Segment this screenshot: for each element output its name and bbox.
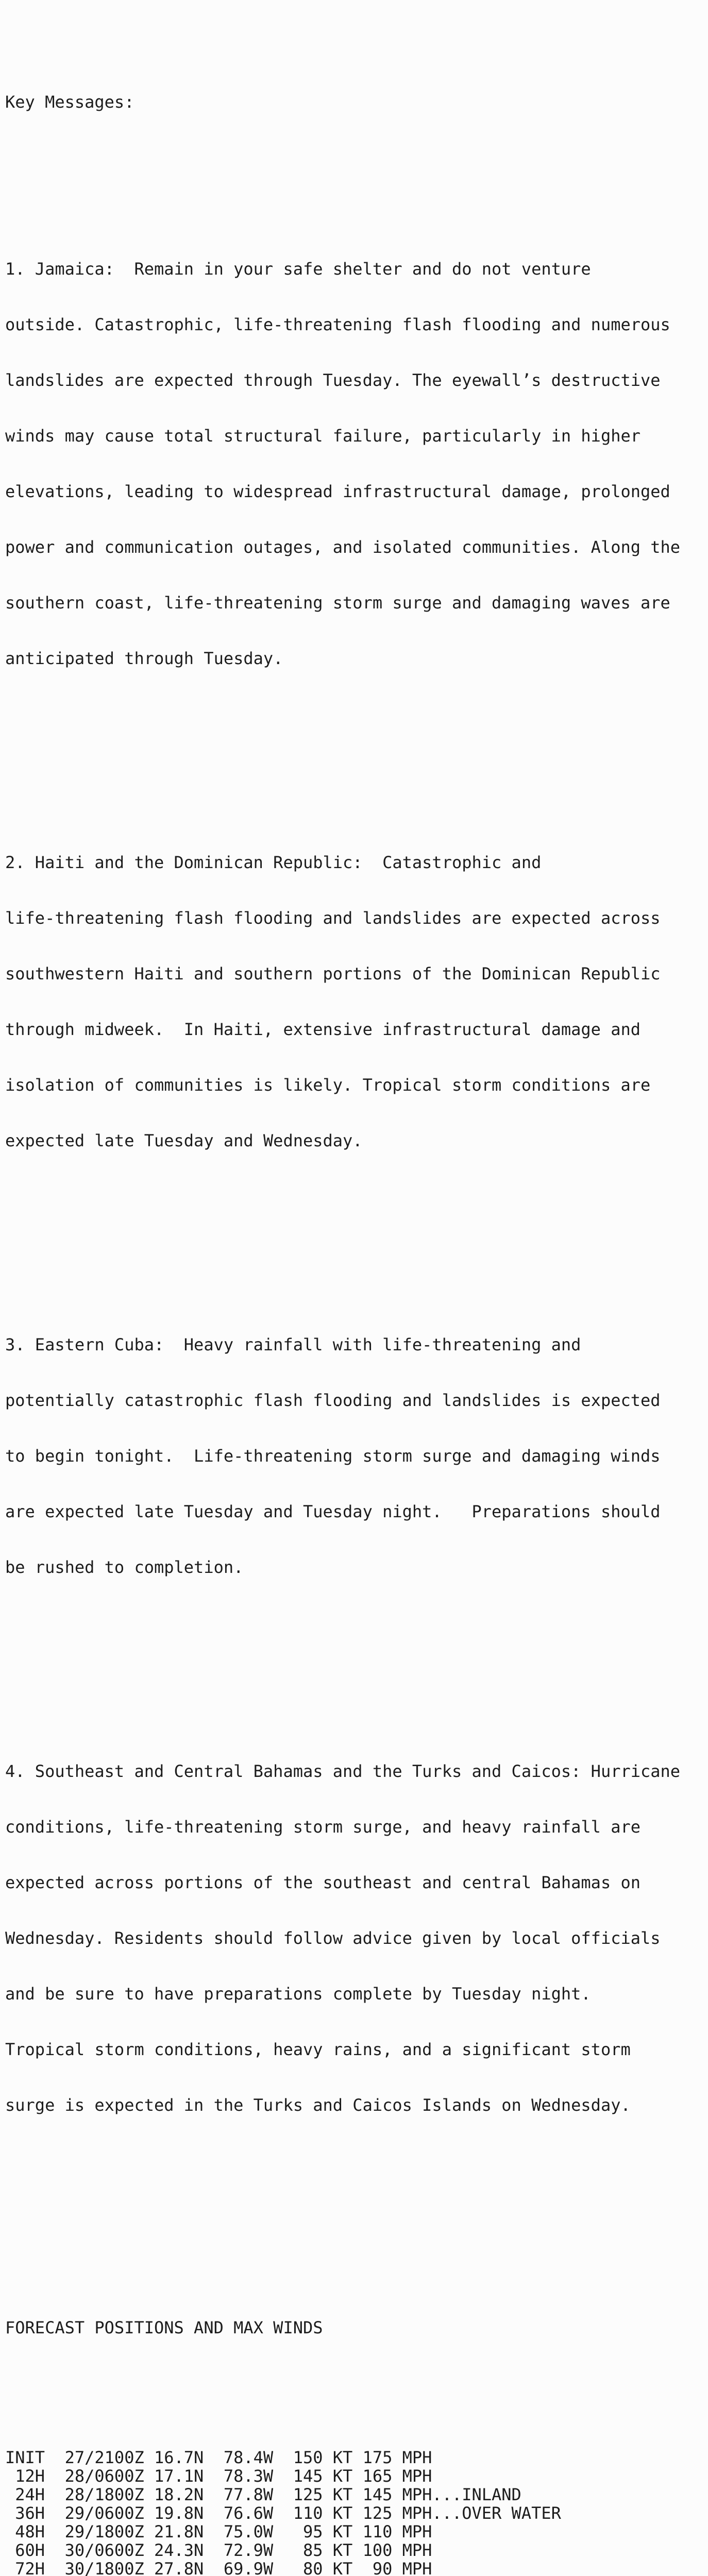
forecast-mph: 175 MPH bbox=[362, 2448, 432, 2467]
forecast-mph: 90 MPH bbox=[362, 2559, 432, 2576]
forecast-lat: 16.7N bbox=[154, 2448, 224, 2467]
text-line: Tropical storm conditions, heavy rains, and a significant storm bbox=[5, 2040, 631, 2059]
forecast-hour: 36H bbox=[5, 2503, 65, 2523]
text-line: 1. Jamaica: Remain in your safe shelter and do not venture bbox=[5, 259, 591, 279]
blank-line bbox=[5, 742, 708, 760]
forecast-mph: 110 MPH bbox=[362, 2522, 432, 2541]
forecast-row bbox=[5, 2485, 708, 2504]
forecast-lon: 78.4W bbox=[223, 2448, 283, 2467]
text-line: winds may cause total structural failure, particularly in higher bbox=[5, 426, 640, 446]
text-line: elevations, leading to widespread infrastructural damage, prolonged bbox=[5, 482, 670, 501]
forecast-lon: 76.6W bbox=[223, 2503, 283, 2523]
forecast-heading: FORECAST POSITIONS AND MAX WINDS bbox=[5, 2318, 323, 2337]
blank-line bbox=[5, 2374, 708, 2393]
blank-line bbox=[5, 1651, 708, 1669]
key-message-4 bbox=[5, 1725, 708, 2151]
text-line: through midweek. In Haiti, extensive infrastructural damage and bbox=[5, 1020, 640, 1039]
forecast-row bbox=[5, 2560, 708, 2576]
forecast-lat: 18.2N bbox=[154, 2485, 224, 2504]
forecast-time: 30/0600Z bbox=[64, 2540, 154, 2560]
text-line: southern coast, life-threatening storm surge and damaging waves are bbox=[5, 593, 670, 613]
blank-line bbox=[5, 2244, 708, 2263]
forecast-table bbox=[5, 2448, 708, 2576]
forecast-kt: 125 KT bbox=[283, 2485, 363, 2504]
forecast-time: 28/1800Z bbox=[64, 2485, 154, 2504]
forecast-row bbox=[5, 2448, 708, 2467]
text-line: be rushed to completion. bbox=[5, 1557, 244, 1577]
forecast-kt: 145 KT bbox=[283, 2466, 363, 2486]
forecast-kt: 80 KT bbox=[283, 2559, 363, 2576]
key-message-2 bbox=[5, 816, 708, 1187]
forecast-lat: 27.8N bbox=[154, 2559, 224, 2576]
text-line: conditions, life-threatening storm surge, and heavy rainfall are bbox=[5, 1817, 640, 1837]
text-line: southwestern Haiti and southern portions of the Dominican Republic bbox=[5, 964, 661, 984]
text-line: 2. Haiti and the Dominican Republic: Catastrophic and bbox=[5, 853, 542, 872]
blank-line bbox=[5, 148, 708, 167]
key-message-3 bbox=[5, 1298, 708, 1614]
forecast-time: 28/0600Z bbox=[64, 2466, 154, 2486]
forecast-mph: 125 MPH bbox=[362, 2503, 432, 2523]
forecast-note: ...OVER WATER bbox=[432, 2503, 561, 2523]
text-line: are expected late Tuesday and Tuesday night. Preparations should bbox=[5, 1502, 661, 1521]
forecast-lat: 17.1N bbox=[154, 2466, 224, 2486]
forecast-lon: 78.3W bbox=[223, 2466, 283, 2486]
text-line: anticipated through Tuesday. bbox=[5, 649, 283, 668]
text-line: outside. Catastrophic, life-threatening flash flooding and numerous bbox=[5, 315, 670, 334]
key-message-1 bbox=[5, 223, 708, 705]
forecast-kt: 110 KT bbox=[283, 2503, 363, 2523]
forecast-hour: INIT bbox=[5, 2448, 65, 2467]
forecast-hour: 60H bbox=[5, 2540, 65, 2560]
forecast-time: 29/0600Z bbox=[64, 2503, 154, 2523]
text-line: power and communication outages, and isolated communities. Along the bbox=[5, 537, 681, 557]
text-line: potentially catastrophic flash flooding and landslides is expected bbox=[5, 1391, 661, 1410]
forecast-hour: 12H bbox=[5, 2466, 65, 2486]
text-line: life-threatening flash flooding and landslides are expected across bbox=[5, 908, 661, 928]
forecast-hour: 24H bbox=[5, 2485, 65, 2504]
forecast-row bbox=[5, 2467, 708, 2485]
forecast-lon: 75.0W bbox=[223, 2522, 283, 2541]
forecast-hour: 72H bbox=[5, 2559, 65, 2576]
forecast-lat: 21.8N bbox=[154, 2522, 224, 2541]
forecast-time: 27/2100Z bbox=[64, 2448, 154, 2467]
text-line: surge is expected in the Turks and Caicos Islands on Wednesday. bbox=[5, 2095, 631, 2115]
text-line: isolation of communities is likely. Tropical storm conditions are bbox=[5, 1075, 651, 1095]
text-line: expected across portions of the southeast and central Bahamas on bbox=[5, 1873, 640, 1892]
key-messages-heading: Key Messages: bbox=[5, 92, 134, 112]
forecast-kt: 95 KT bbox=[283, 2522, 363, 2541]
forecast-kt: 85 KT bbox=[283, 2540, 363, 2560]
text-line: expected late Tuesday and Wednesday. bbox=[5, 1131, 363, 1150]
forecast-lon: 72.9W bbox=[223, 2540, 283, 2560]
blank-line bbox=[5, 37, 708, 56]
text-line: to begin tonight. Life-threatening storm surge and damaging winds bbox=[5, 1446, 661, 1466]
forecast-row bbox=[5, 2504, 708, 2522]
text-line: 3. Eastern Cuba: Heavy rainfall with life-threatening and bbox=[5, 1335, 581, 1354]
text-line: landslides are expected through Tuesday. The eyewall’s destructive bbox=[5, 370, 661, 390]
forecast-mph: 145 MPH bbox=[362, 2485, 432, 2504]
forecast-kt: 150 KT bbox=[283, 2448, 363, 2467]
forecast-mph: 165 MPH bbox=[362, 2466, 432, 2486]
forecast-note: ...INLAND bbox=[432, 2485, 521, 2504]
forecast-time: 29/1800Z bbox=[64, 2522, 154, 2541]
forecast-row bbox=[5, 2541, 708, 2560]
forecast-mph: 100 MPH bbox=[362, 2540, 432, 2560]
forecast-time: 30/1800Z bbox=[64, 2559, 154, 2576]
forecast-row bbox=[5, 2522, 708, 2541]
text-line: and be sure to have preparations complete by Tuesday night. bbox=[5, 1984, 591, 2004]
text-line: Wednesday. Residents should follow advice given by local officials bbox=[5, 1928, 661, 1948]
blank-line bbox=[5, 1224, 708, 1243]
text-line: 4. Southeast and Central Bahamas and the Turks and Caicos: Hurricane bbox=[5, 1761, 681, 1781]
forecast-lon: 77.8W bbox=[223, 2485, 283, 2504]
forecast-hour: 48H bbox=[5, 2522, 65, 2541]
blank-line bbox=[5, 2189, 708, 2207]
forecast-lon: 69.9W bbox=[223, 2559, 283, 2576]
forecast-lat: 19.8N bbox=[154, 2503, 224, 2523]
forecast-lat: 24.3N bbox=[154, 2540, 224, 2560]
